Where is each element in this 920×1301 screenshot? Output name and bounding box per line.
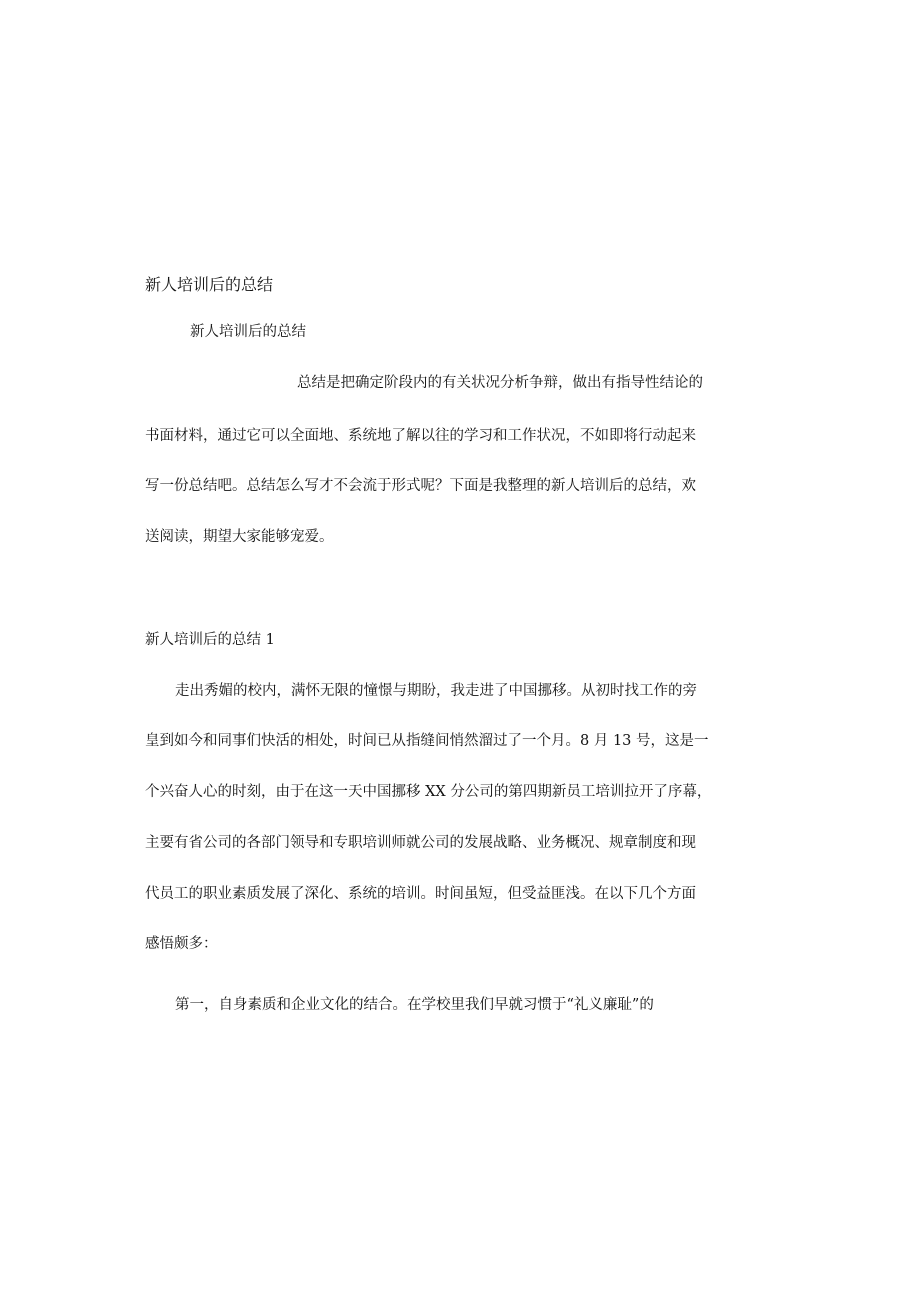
paragraph-line: 主要有省公司的各部门领导和专职培训师就公司的发展战略、业务概况、规章制度和现	[145, 835, 696, 851]
paragraph-line: 个兴奋人心的时刻，由于在这一天中国挪移 XX 分公司的第四期新员工培训拉开了序幕，	[145, 784, 712, 800]
intro-line: 书面材料，通过它可以全面地、系统地了解以往的学习和工作状况，不如即将行动起来	[145, 428, 696, 444]
paragraph-line: 皇到如今和同事们快活的相处，时间已从指缝间悄然溜过了一个月。8 月 13 号，这是一	[145, 733, 709, 749]
paragraph-line: 代员工的职业素质发展了深化、系统的培训。时间虽短，但受益匪浅。在以下几个方面	[145, 886, 696, 902]
paragraph-line: 走出秀媚的校内，满怀无限的憧憬与期盼，我走进了中国挪移。从初时找工作的旁	[175, 683, 697, 699]
intro-line: 总结是把确定阶段内的有关状况分析争辩，做出有指导性结论的	[297, 375, 703, 391]
document-subtitle: 新人培训后的总结	[190, 324, 306, 340]
intro-line: 写一份总结吧。总结怎么写才不会流于形式呢？下面是我整理的新人培训后的总结，欢	[145, 478, 696, 494]
paragraph-line: 第一，自身素质和企业文化的结合。在学校里我们早就习惯于“礼义廉耻”的	[175, 997, 654, 1013]
paragraph-line: 感悟颇多：	[145, 936, 218, 952]
section-heading: 新人培训后的总结 1	[145, 632, 275, 648]
intro-line: 送阅读，期望大家能够宠爱。	[145, 529, 334, 545]
document-title: 新人培训后的总结	[145, 275, 274, 294]
